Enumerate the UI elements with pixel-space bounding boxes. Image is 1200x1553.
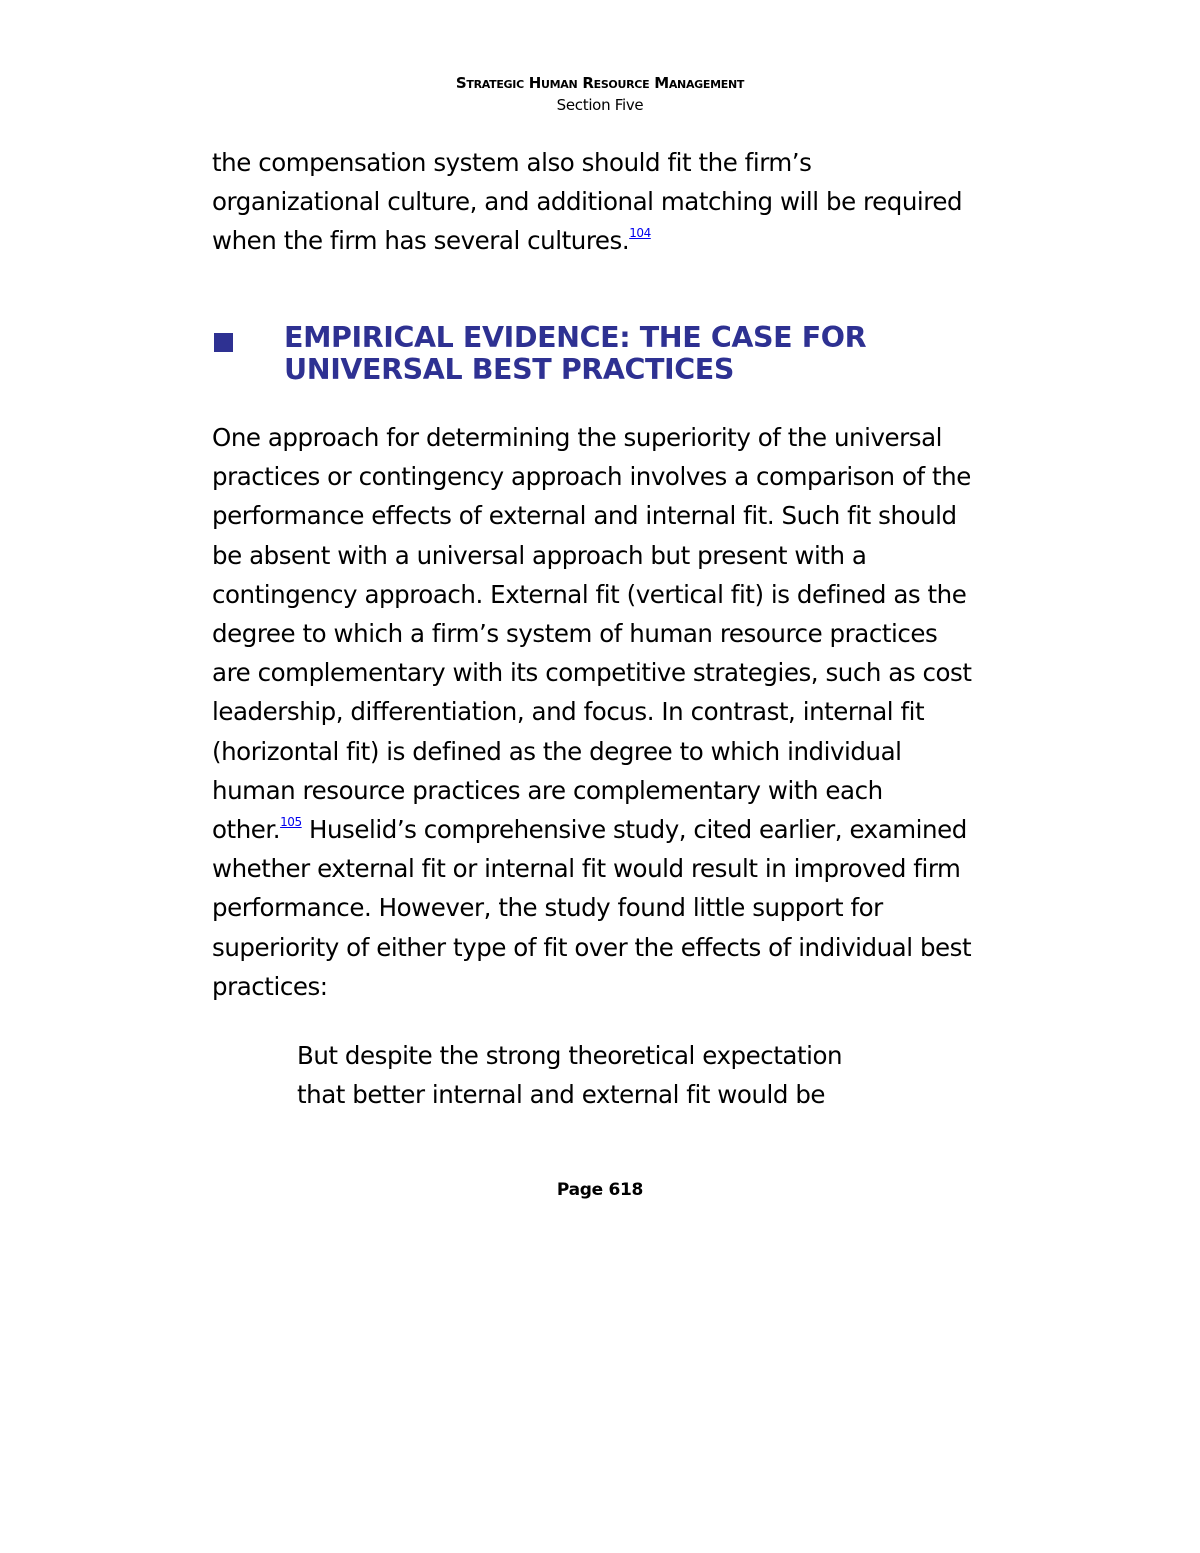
main-paragraph bbox=[212, 418, 1012, 1006]
footnote-ref bbox=[629, 226, 651, 240]
text-line-content: when the firm has several cultures. bbox=[212, 226, 630, 256]
text-line: One approach for determining the superiority of the universal bbox=[212, 423, 943, 452]
text-line: whether external fit or internal fit would result in improved firm bbox=[212, 854, 961, 884]
section-heading-text bbox=[284, 322, 866, 386]
square-bullet-icon bbox=[214, 333, 233, 352]
text-line-start: other. bbox=[212, 815, 281, 845]
section-label: Section Five bbox=[556, 96, 644, 114]
footnote-link-104[interactable]: 104 bbox=[629, 226, 651, 241]
footnote-link-105[interactable]: 105 bbox=[280, 815, 302, 830]
running-header bbox=[0, 72, 1200, 116]
text-line: performance. However, the study found little support for bbox=[212, 893, 883, 923]
text-line: human resource practices are complementary with each bbox=[212, 775, 883, 805]
text-line: (horizontal fit) is defined as the degree to which individual bbox=[212, 736, 902, 766]
quote-line: that better internal and external fit would be bbox=[297, 1080, 826, 1110]
text-line: the compensation system also should fit the firm’s bbox=[212, 148, 812, 177]
text-line: degree to which a firm’s system of human resource practices bbox=[212, 619, 938, 649]
text-line bbox=[212, 810, 1012, 849]
heading-line: EMPIRICAL EVIDENCE: THE CASE FOR bbox=[284, 321, 867, 354]
text-line: practices or contingency approach involves a comparison of the bbox=[212, 462, 971, 492]
text-line-end: Huselid’s comprehensive study, cited earlier, examined bbox=[301, 815, 967, 845]
text-line: contingency approach. External fit (vertical fit) is defined as the bbox=[212, 579, 967, 609]
text-line: performance effects of external and internal fit. Such fit should bbox=[212, 501, 957, 531]
text-line bbox=[212, 221, 1012, 260]
heading-line: UNIVERSAL BEST PRACTICES bbox=[284, 353, 734, 386]
intro-paragraph bbox=[212, 143, 1012, 261]
quote-line: But despite the strong theoretical expectation bbox=[297, 1041, 843, 1070]
text-line: be absent with a universal approach but present with a bbox=[212, 540, 867, 570]
block-quote bbox=[297, 1036, 842, 1114]
book-title: Strategic Human Resource Management bbox=[455, 74, 745, 92]
footnote-ref bbox=[280, 815, 302, 829]
text-line: superiority of either type of fit over the effects of individual best bbox=[212, 932, 972, 962]
text-line: leadership, differentiation, and focus. In contrast, internal fit bbox=[212, 697, 925, 727]
text-line: practices: bbox=[212, 971, 328, 1001]
page-number: Page 618 bbox=[556, 1180, 644, 1200]
text-line: organizational culture, and additional matching will be required bbox=[212, 187, 963, 217]
text-line: are complementary with its competitive strategies, such as cost bbox=[212, 658, 972, 688]
